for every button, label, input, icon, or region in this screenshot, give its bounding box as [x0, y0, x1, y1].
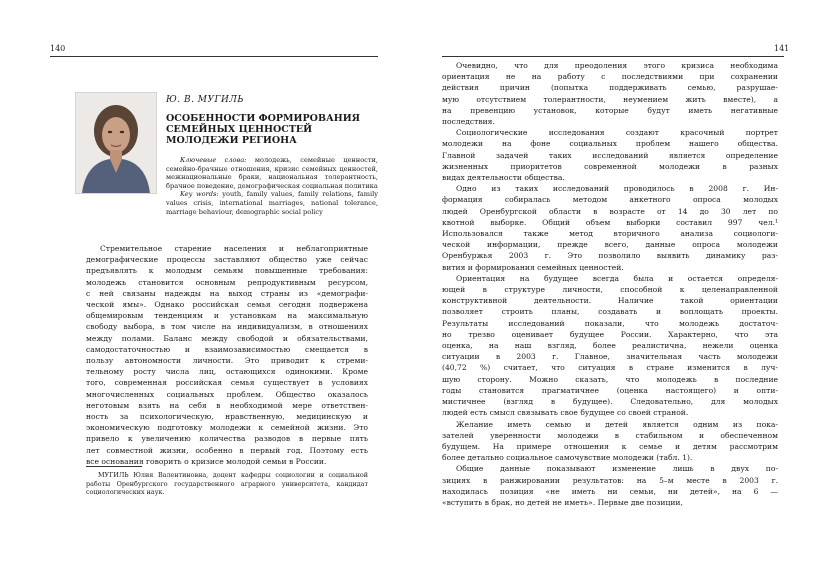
text-line: пользу автономности личности. Это приводит к стреми-: [86, 356, 368, 366]
text-line: людей есть смысл связывать свое будущее со своей страной.: [442, 408, 689, 418]
text-line: на превенцию установок, которые будут иметь негативные: [442, 105, 778, 115]
title-line: МОЛОДЕЖИ РЕГИОНА: [166, 135, 297, 146]
text-line: демографические процессы заставляют общество уже сейчас: [86, 255, 368, 265]
right-body-text: [442, 60, 778, 508]
text-line: зициях в ранжировании результатов: на 5–м месте в 2003 г.: [442, 475, 778, 485]
text-line: жизненных приоритетов современной молодежи в разных: [442, 161, 778, 171]
keywords-en-label: Key words:: [180, 190, 219, 199]
header-rule-right: [442, 56, 784, 57]
text-line: Главной задачей таких исследований является определение: [442, 150, 778, 160]
text-line: мистичнее (взгляд в будущее). Следовательно, для молодых: [442, 397, 778, 407]
text-line: ориентация не на работу с последствиями при сохранении: [442, 72, 778, 82]
text-line: ситуации в 2003 г. Главное, значительная часть молодежи: [442, 352, 778, 362]
text-line: более детально социальное самочувствие молодежи (табл. 1).: [442, 453, 693, 463]
text-line: лет совместной жизни, особенно в первый год. Поэтому есть: [86, 445, 368, 455]
text-line: Желание иметь семью и детей является одним из пока-: [456, 419, 778, 429]
page-number-right: 141: [774, 44, 790, 53]
article-title: [166, 113, 366, 146]
text-line: «вступить в брак, но детей не иметь». Первые две позиции,: [442, 497, 683, 507]
text-line: предъявлять к молодым семьям повышенные требования:: [86, 266, 368, 276]
footnote-rule: [86, 466, 142, 467]
keywords-en: [166, 190, 378, 216]
text-line: свободу выбора, в том числе на индивидуализм, в отношениях: [86, 322, 368, 332]
text-line: Оренбуржья 2003 г. Это позволило выявить динамику раз-: [442, 251, 778, 261]
text-line: молодежь становится основным репродуктивным ресурсом,: [86, 277, 368, 287]
text-line: мую отсутствием толерантности, неумением жить вместе), а: [442, 94, 778, 104]
keywords-ru-label: Ключевые слова:: [180, 156, 247, 164]
text-line: Стремительное старение населения и неблагоприятные: [100, 244, 368, 253]
keywords-en-text: youth, family values, family relations, family values crisis, international marriages, national tolerance, marriage behaviour, demographic social policy: [166, 190, 378, 216]
text-line: с ней связаны надежды на выход страны из «демографи-: [86, 288, 368, 298]
text-line: ческой информации, прежде всего, данные опроса молодежи: [442, 240, 778, 250]
text-line: людей Оренбургской области в возрасте от 14 до 30 лет по: [442, 206, 778, 216]
text-line: Одно из таких исследований проводилось в 2008 г. Ин-: [456, 184, 778, 194]
text-line: Очевидно, что для преодоления этого кризиса необходима: [456, 61, 778, 70]
text-line: формация собиралась методом анкетного опроса молодых: [442, 195, 778, 205]
text-line: будущем. На примере отношения к семье и детям рассмотрим: [442, 441, 778, 451]
header-rule-left: [50, 56, 378, 57]
text-line: между полами. Баланс между свободой и обязательствами,: [86, 333, 368, 343]
text-line: (40,72 %) считает, что ситуация в стране изменится в луч-: [442, 363, 778, 373]
text-line: ность за психологическую, нравственную, медицинскую и: [86, 412, 368, 422]
text-line: квотной выборке. Общий объем выборки составил 997 чел.¹: [442, 217, 778, 227]
title-line: ОСОБЕННОСТИ ФОРМИРОВАНИЯ: [166, 113, 361, 124]
text-line: все основания говорить о кризисе молодой семьи в России.: [86, 456, 327, 466]
text-line: Ориентация на будущее всегда была и остается определя-: [456, 273, 778, 283]
text-line: Использовался также метод вторичного анализа социологи-: [442, 229, 778, 239]
text-line: Общие данные показывают изменение лишь в двух по-: [456, 464, 778, 474]
text-line: последствия.: [442, 117, 495, 127]
text-line: ческой ямы». Однако российская семья сегодня подвержена: [86, 300, 368, 310]
text-line: позволяет строить планы, создавать и воплощать проекты.: [442, 307, 778, 317]
title-line: СЕМЕЙНЫХ ЦЕННОСТЕЙ: [166, 124, 313, 135]
author-name: Ю. В. МУГИЛЬ: [166, 95, 244, 105]
text-line: молодежи на фоне социальных проблем нашего общества.: [442, 139, 778, 149]
footnote-text: МУГИЛЬ Юлия Валентиновна, доцент кафедры социологии и социальной работы Оренбургского государственного аграрного университета, кандидат социологических наук.: [86, 471, 368, 497]
keywords-ru: [166, 156, 378, 190]
author-photo: [75, 92, 157, 194]
text-line: Результаты исследований показали, что молодежь достаточ-: [442, 318, 778, 328]
text-line: многочисленных социальных проблем. Общество оказалось: [86, 389, 368, 399]
text-line: шую сторону. Можно сказать, что молодежь в последние: [442, 374, 778, 384]
text-line: находилась позиция «не иметь ни семьи, ни детей», на 6 —: [442, 486, 778, 496]
text-line: экономическую подготовку молодежи к семейной жизни. Это: [86, 423, 368, 433]
keywords-block: [166, 156, 378, 216]
page-number-left: 140: [50, 44, 66, 53]
text-line: но трезво оценивает будущее России. Характерно, что эта: [442, 329, 778, 339]
text-line: конструктивной деятельности. Наличие такой ориентации: [442, 296, 778, 306]
author-footnote: [86, 471, 368, 497]
text-line: оценка, на наш взгляд, более реалистична, нежели оценка: [442, 341, 778, 351]
text-line: зателей уверенности молодежи в стабильном и обеспеченном: [442, 430, 778, 440]
text-line: того, современная российская семья существует в условиях: [86, 378, 368, 388]
text-line: годы становится прагматичнее (оценка настоящего) и опти-: [442, 385, 778, 395]
text-line: привело к увеличению количества разводов в первые пять: [86, 434, 368, 444]
text-line: тельному росту числа лиц, остающихся одинокими. Кроме: [86, 367, 368, 377]
text-line: неготовым взять на себя в необходимой мере ответствен-: [86, 400, 368, 410]
text-line: видах деятельности общества.: [442, 173, 565, 183]
text-line: действия причин (попытка поддерживать семью, разрушае-: [442, 83, 778, 93]
text-line: ющей в структуре личности, способной к целенаправленной: [442, 285, 778, 295]
keywords-ru-text: молодежь, семейные ценности, семейно-брачные отношения, кризис семейных ценностей, межнациональные браки, национальная толерантность, брачное поведение, демографическая социальная политика: [166, 156, 378, 190]
text-line: вития и формирования семейных ценностей.: [442, 262, 624, 272]
text-line: общемировым тенденциям и установкам на максимальную: [86, 311, 368, 321]
right-page: [410, 0, 820, 580]
text-line: Социологические исследования создают красочный портрет: [456, 128, 778, 138]
left-body-text: [86, 243, 368, 467]
text-line: самодостаточностью и взаимозависимостью смещается в: [86, 344, 368, 354]
